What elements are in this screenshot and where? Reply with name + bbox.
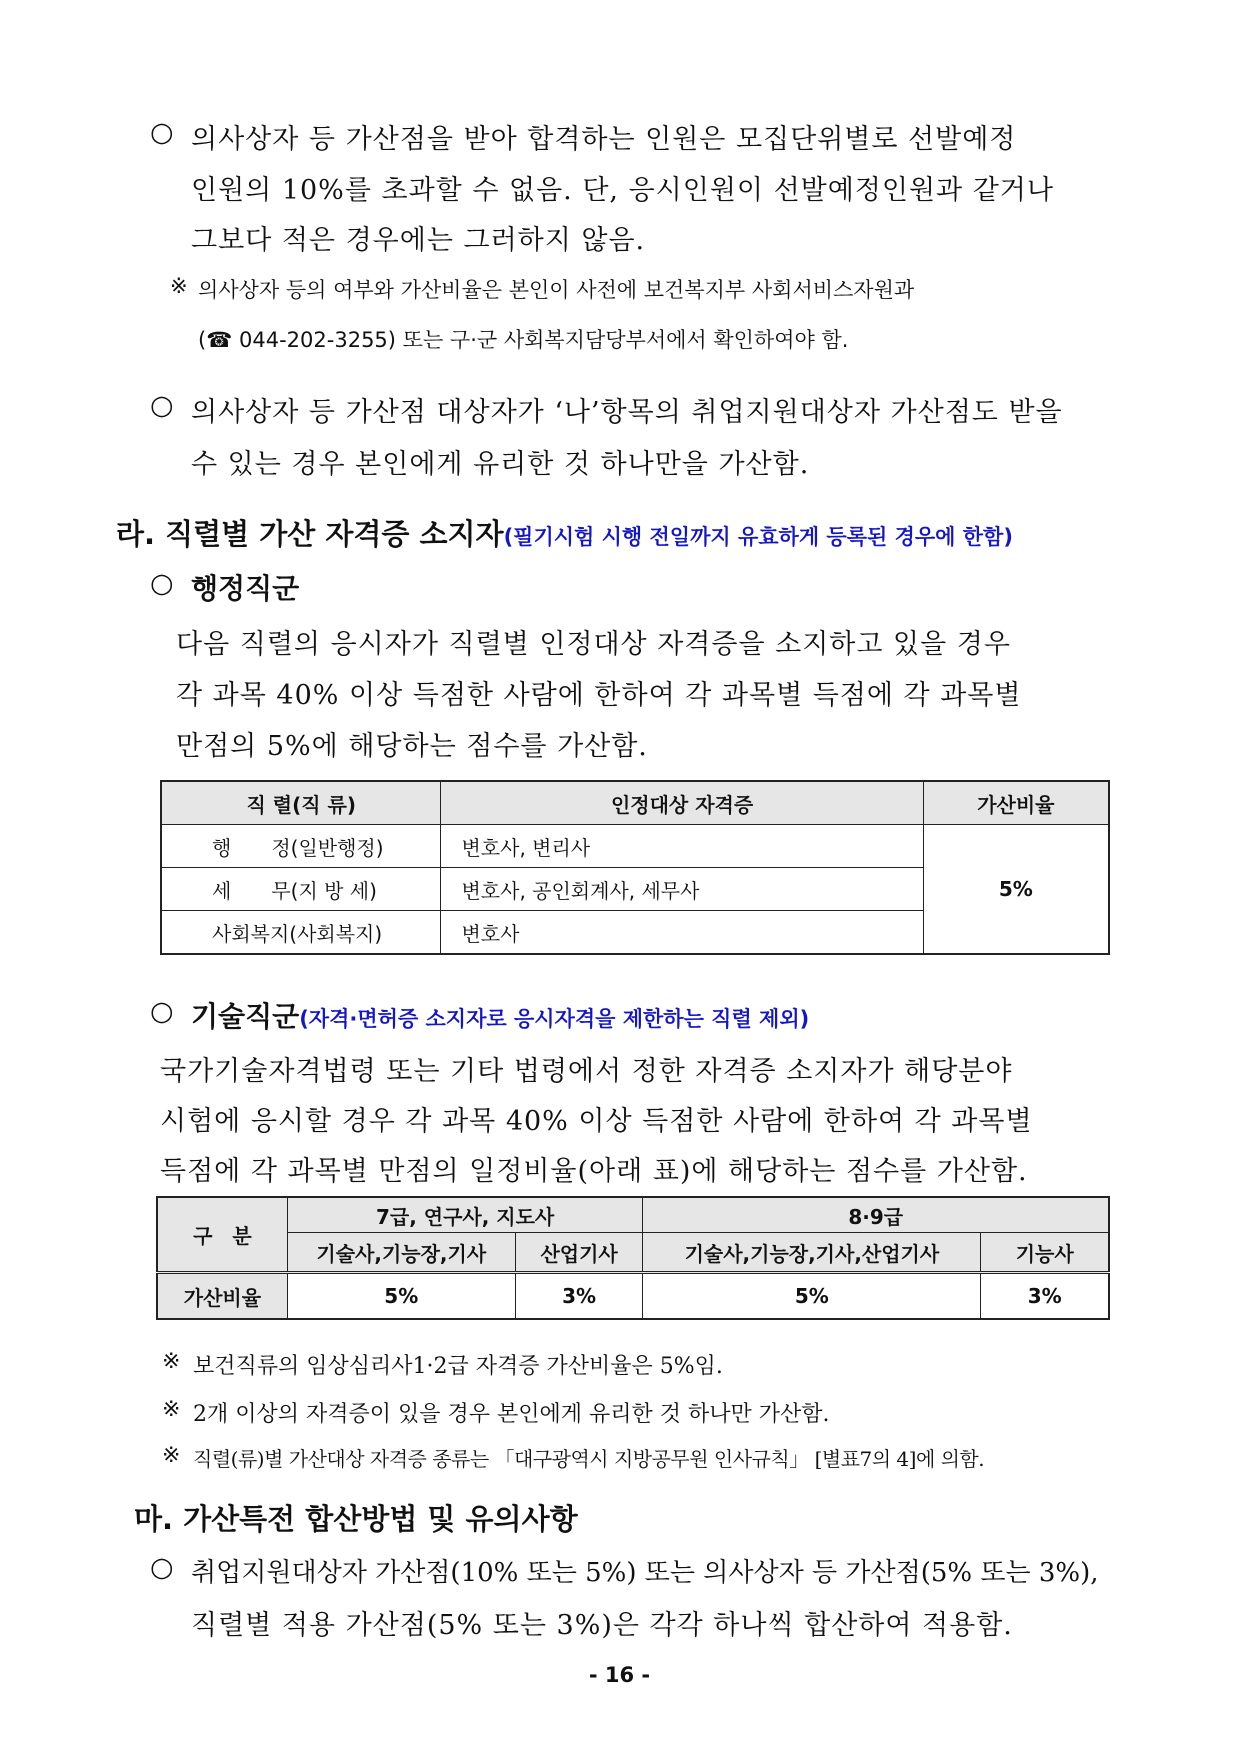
bullet-circle: ○ xyxy=(150,996,175,1027)
rate-cell: 3% xyxy=(981,1273,1109,1320)
note-mark: ※ xyxy=(170,274,188,298)
sub-header: 기술사,기능장,기사 xyxy=(287,1233,515,1273)
bullet-circle: ○ xyxy=(150,1552,175,1583)
paragraph-line: 취업지원대상자 가산점(10% 또는 5%) 또는 의사상자 등 가산점(5% 또는 3%), xyxy=(191,1558,1099,1588)
paragraph-line: 직렬별 적용 가산점(5% 또는 3%)은 각각 하나씩 합산하여 적용함. xyxy=(191,1610,1013,1641)
sub-header: 기술사,기능장,기사,산업기사 xyxy=(643,1233,981,1273)
admin-cert-table xyxy=(160,780,1110,955)
series-cell: 세 무(지 방 세) xyxy=(161,868,441,911)
table-header: 인정대상 자격증 xyxy=(441,781,923,825)
note-mark: ※ xyxy=(162,1349,181,1374)
series-cell: 사회복지(사회복지) xyxy=(161,911,441,955)
bullet-circle: ○ xyxy=(150,568,175,599)
note-mark: ※ xyxy=(162,1397,181,1422)
table-row xyxy=(157,1273,1109,1320)
note-line: 보건직류의 임상심리사1·2급 자격증 가산비율은 5%임. xyxy=(193,1354,723,1379)
tech-cert-table xyxy=(156,1196,1110,1320)
section-title: 라. 직렬별 가산 자격증 소지자 xyxy=(116,517,504,551)
note-line: 직렬(류)별 가산대상 자격증 종류는 「대구광역시 지방공무원 인사규칙」 [별표7의 4]에 의함. xyxy=(193,1447,985,1471)
bullet-circle: ○ xyxy=(150,390,175,421)
note-mark: ※ xyxy=(162,1443,181,1468)
section-title-ma: 마. 가산특전 합산방법 및 유의사항 xyxy=(134,1502,578,1536)
subsection-heading-tech xyxy=(191,995,809,1035)
series-cell: 행 정(일반행정) xyxy=(161,825,441,868)
paragraph-line: 의사상자 등 가산점 대상자가 ‘나’항목의 취업지원대상자 가산점도 받을 xyxy=(191,397,1063,428)
group-header: 8·9급 xyxy=(643,1197,1109,1233)
paragraph-line: 국가기술자격법령 또는 기타 법령에서 정한 자격증 소지자가 해당분야 xyxy=(160,1056,1013,1087)
table-row xyxy=(161,825,1109,868)
note-line: 의사상자 등의 여부와 가산비율은 본인이 사전에 보건복지부 사회서비스자원과 xyxy=(198,278,915,302)
cert-cell: 변호사 xyxy=(441,911,923,955)
group-header: 7급, 연구사, 지도사 xyxy=(287,1197,643,1233)
cert-cell: 변호사, 변리사 xyxy=(441,825,923,868)
paragraph-line: 득점에 각 과목별 만점의 일정비율(아래 표)에 해당하는 점수를 가산함. xyxy=(160,1156,1028,1187)
subsection-note: (자격·면허증 소지자로 응시자격을 제한하는 직렬 제외) xyxy=(299,1007,810,1031)
subsection-title-tech: 기술직군 xyxy=(191,1000,300,1033)
section-note: (필기시험 시행 전일까지 유효하게 등록된 경우에 한함) xyxy=(503,525,1013,549)
section-heading-ra xyxy=(116,512,1013,553)
rate-cell: 5% xyxy=(923,825,1109,955)
paragraph-line: 시험에 응시할 경우 각 과목 40% 이상 득점한 사람에 한하여 각 과목별 xyxy=(160,1106,1033,1137)
sub-header: 산업기사 xyxy=(515,1233,643,1273)
paragraph-line: 각 과목 40% 이상 득점한 사람에 한하여 각 과목별 득점에 각 과목별 xyxy=(176,680,1022,711)
paragraph-line: 수 있는 경우 본인에게 유리한 것 하나만을 가산함. xyxy=(191,449,810,480)
row-label: 가산비율 xyxy=(157,1273,287,1320)
table-header: 직 렬(직 류) xyxy=(161,781,441,825)
note-line: 2개 이상의 자격증이 있을 경우 본인에게 유리한 것 하나만 가산함. xyxy=(193,1402,830,1427)
paragraph-line: 의사상자 등 가산점을 받아 합격하는 인원은 모집단위별로 선발예정 xyxy=(191,124,1017,155)
page-number: - 16 - xyxy=(588,1663,651,1687)
table-corner-header: 구 분 xyxy=(157,1197,287,1273)
rate-cell: 3% xyxy=(515,1273,643,1320)
paragraph-line: 만점의 5%에 해당하는 점수를 가산함. xyxy=(176,731,648,762)
sub-header: 기능사 xyxy=(981,1233,1109,1273)
cert-cell: 변호사, 공인회계사, 세무사 xyxy=(441,868,923,911)
paragraph-line: 그보다 적은 경우에는 그러하지 않음. xyxy=(191,225,646,256)
bullet-circle: ○ xyxy=(150,117,175,148)
rate-cell: 5% xyxy=(643,1273,981,1320)
paragraph-line: 다음 직렬의 응시자가 직렬별 인정대상 자격증을 소지하고 있을 경우 xyxy=(176,629,1011,660)
note-line: (☎ 044-202-3255) 또는 구·군 사회복지담당부서에서 확인하여야 함. xyxy=(198,328,849,352)
table-header: 가산비율 xyxy=(923,781,1109,825)
paragraph-line: 인원의 10%를 초과할 수 없음. 단, 응시인원이 선발예정인원과 같거나 xyxy=(191,175,1054,206)
rate-cell: 5% xyxy=(287,1273,515,1320)
subsection-title-admin: 행정직군 xyxy=(191,572,300,605)
